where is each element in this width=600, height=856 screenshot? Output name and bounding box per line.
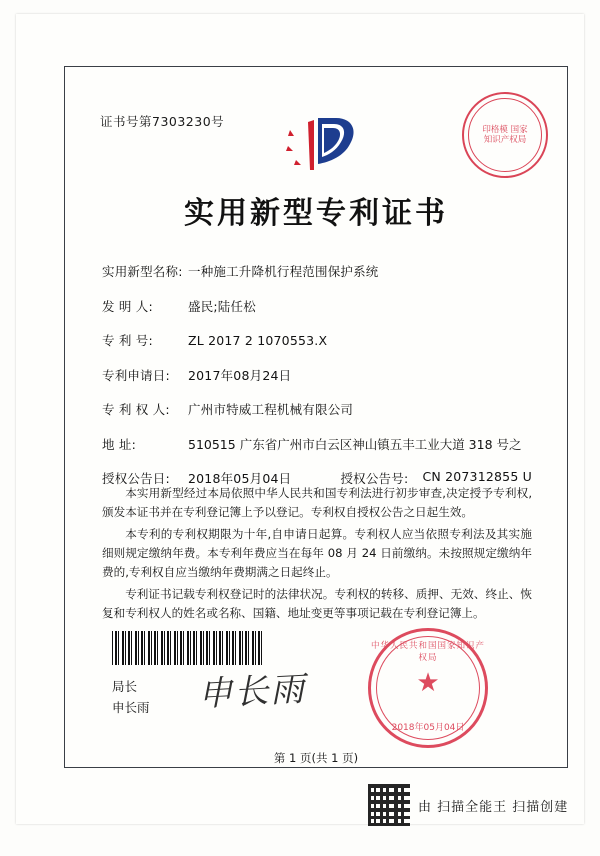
seal-date: 2018年05月04日 <box>391 723 465 733</box>
footer-watermark: 由 扫描全能王 扫描创建 <box>418 800 569 815</box>
body-text <box>102 484 532 626</box>
patent-office-logo-icon <box>278 110 364 184</box>
seal-arc-text: 中华人民共和国国家知识产权局 <box>371 641 486 663</box>
field-application-date <box>102 366 532 384</box>
paragraph-2: 本专利的专利权期限为十年,自申请日起算。专利权人应当依照专利法及其实施细则规定缴纳年费。本专利年费应当在每年 08 月 24 日前缴纳。未按照规定缴纳年费的,专利权自应当缴纳年费期满之日起终止。 <box>102 527 532 579</box>
page-title: 实用新型专利证书 <box>184 196 448 231</box>
barcode <box>112 631 262 665</box>
field-value: ZL 2017 2 1070553.X <box>188 333 328 348</box>
grant-number-value: CN 207312855 U <box>422 469 532 484</box>
field-value: 510515 广东省广州市白云区神山镇五丰工业大道 318 号之 <box>188 436 522 452</box>
certificate-paper <box>16 14 584 824</box>
field-value: 2017年08月24日 <box>188 367 292 383</box>
page-number: 第 1 页(共 1 页) <box>273 751 359 765</box>
field-value: 一种施工升降机行程范围保护系统 <box>188 264 379 279</box>
field-utility-model-name <box>102 262 532 280</box>
field-label: 专 利 权 人: <box>102 402 170 417</box>
field-patentee <box>102 400 532 418</box>
paragraph-3: 专利证书记载专利权登记时的法律状况。专利权的转移、质押、无效、终止、恢复和专利权人的姓名或名称、国籍、地址变更等事项记载在专利登记簿上。 <box>102 587 532 620</box>
certificate-number: 证书号第7303230号 <box>100 114 225 129</box>
field-label: 专利申请日: <box>102 367 170 383</box>
seal-center-text: 印格模 国家知识产权局 <box>482 125 528 145</box>
field-address <box>102 435 532 453</box>
field-label: 地 址: <box>102 436 136 452</box>
field-label: 实用新型名称: <box>102 264 183 279</box>
field-value: 广州市特威工程机械有限公司 <box>188 402 354 417</box>
official-red-seal <box>368 628 488 748</box>
field-patent-number <box>102 331 532 349</box>
grant-number-label: 授权公告号: <box>340 471 409 486</box>
signature-block <box>112 676 150 718</box>
paragraph-1: 本实用新型经过本局依照中华人民共和国专利法进行初步审查,决定授予专利权,颁发本证书并在专利登记簿上予以登记。专利权自授权公告之日起生效。 <box>102 486 532 519</box>
grant-date-label: 授权公告日: <box>102 471 170 486</box>
field-value: 盛民;陆任松 <box>188 298 256 314</box>
signature-name: 申长雨 <box>112 700 150 715</box>
field-label: 专 利 号: <box>102 333 153 348</box>
field-inventors <box>102 297 532 315</box>
fields-block <box>102 262 532 504</box>
signature-title: 局长 <box>112 679 138 694</box>
top-right-round-seal <box>462 92 548 178</box>
qr-code-icon <box>368 784 410 826</box>
field-label: 发 明 人: <box>102 298 153 314</box>
grant-date-value: 2018年05月04日 <box>188 471 292 486</box>
star-icon: ★ <box>416 668 440 699</box>
handwritten-signature: 申长雨 <box>197 669 308 715</box>
